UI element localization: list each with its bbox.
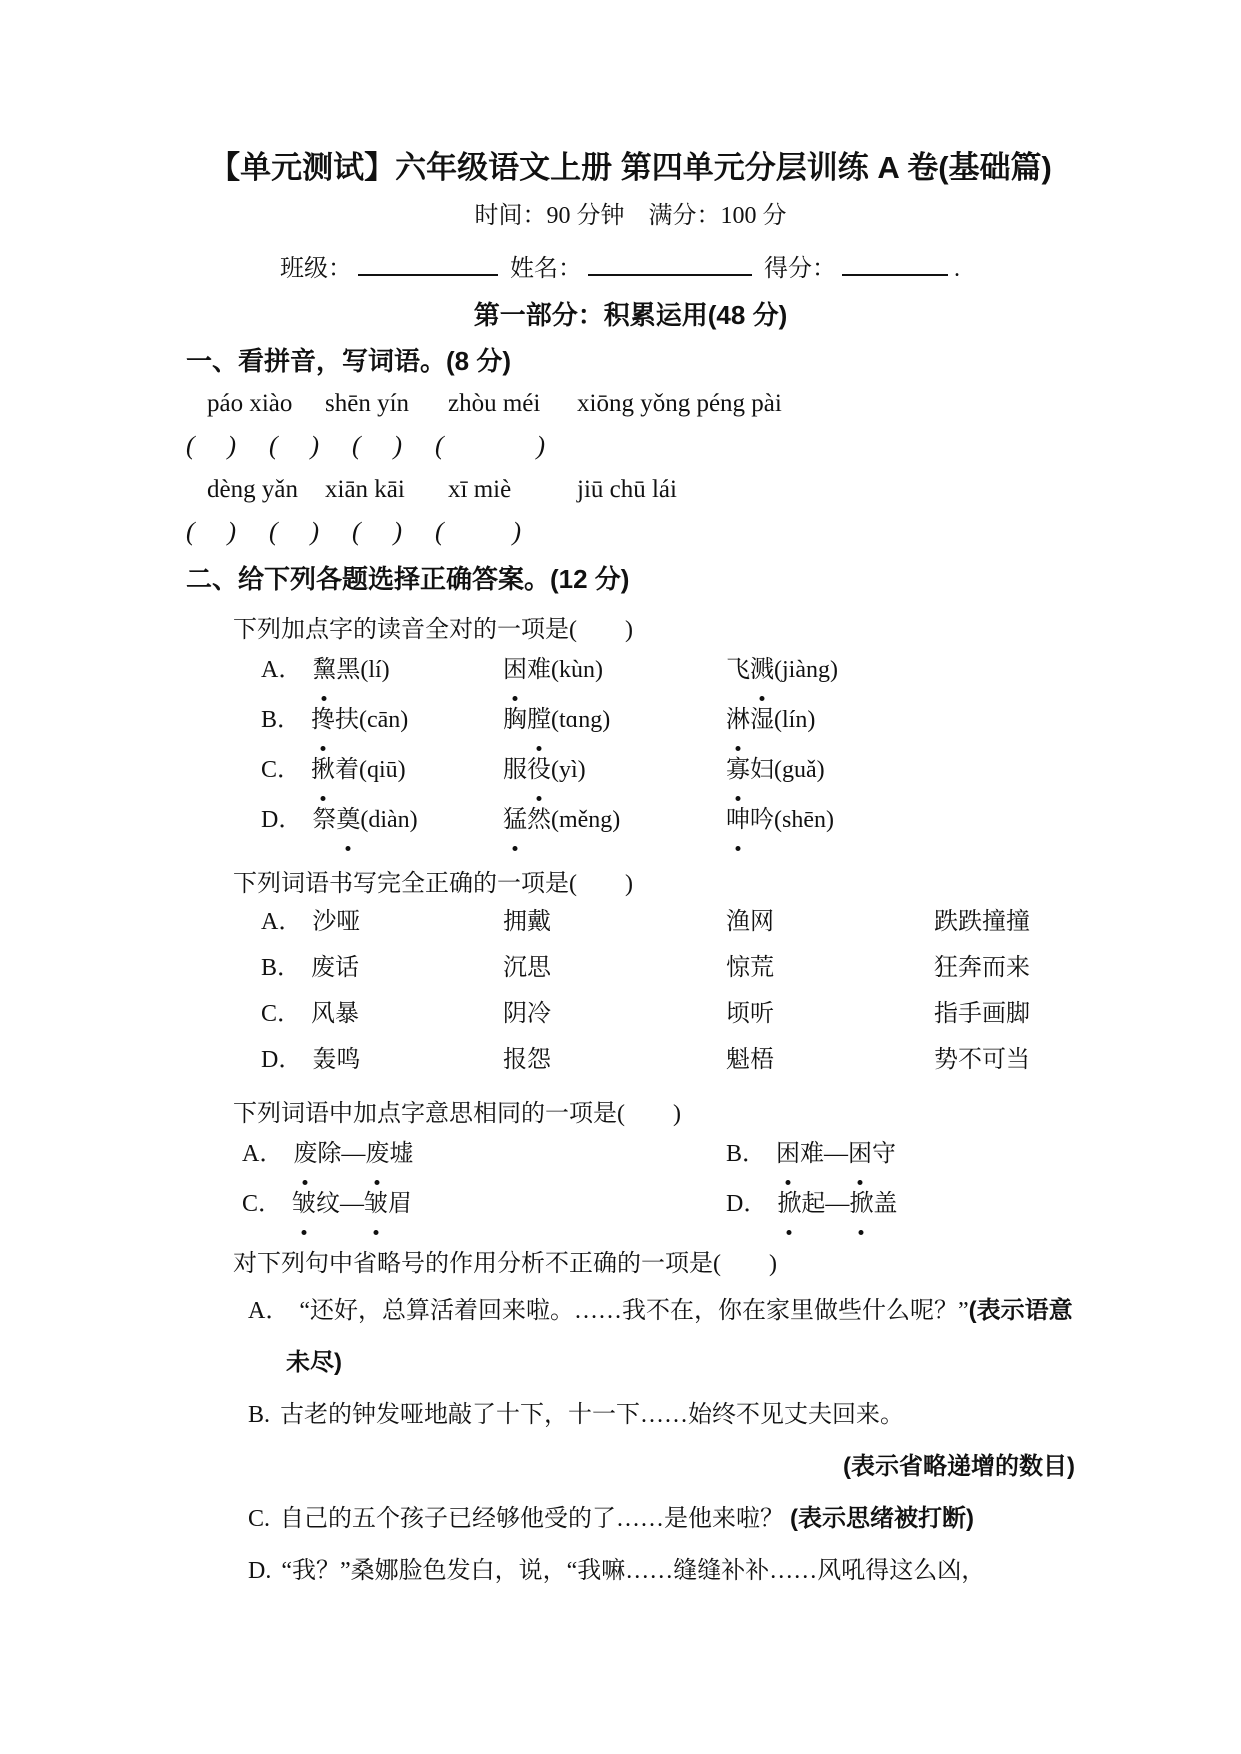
q-pronunciation-option-b — [261, 695, 1075, 745]
option-cell — [726, 695, 934, 745]
word-segment: 除— — [317, 1141, 366, 1167]
q-spelling-option-a — [261, 899, 1075, 945]
word: 狂奔而来 — [934, 955, 1030, 981]
word-segment: 祭 — [312, 807, 337, 833]
option-cell — [261, 945, 503, 991]
emphasis-dot-char: 皱 — [364, 1179, 388, 1229]
pinyin-group: xī miè — [448, 476, 512, 503]
option-cell — [261, 899, 503, 945]
option-cell — [261, 695, 503, 745]
pinyin-group: shēn yín — [325, 390, 410, 417]
word: 魁梧 — [726, 1047, 774, 1073]
option-sentence: “还好，总算活着回来啦。……我不在，你在家里做些什么呢？” — [299, 1298, 969, 1324]
option-cell — [726, 1179, 1075, 1229]
option-label: D． — [261, 807, 303, 833]
emphasis-dot-char: 猛 — [503, 795, 527, 845]
option-label: C． — [261, 1001, 302, 1027]
emphasis-dot-char: 呻 — [726, 795, 750, 845]
word-segment: 扶(cān) — [335, 707, 409, 733]
q-meaning-options-row-1 — [242, 1129, 1075, 1179]
q-meaning-options-row-2 — [242, 1179, 1075, 1229]
option-sentence: 自己的五个孩子已经够他受的了……是他来啦？ — [280, 1506, 791, 1532]
close-paren: ) — [393, 431, 402, 460]
usage-note: (表示省略递增的数目) — [843, 1453, 1075, 1480]
option-cell — [503, 645, 726, 695]
word-segment: 难— — [800, 1141, 849, 1167]
option-label: A． — [261, 657, 303, 683]
word: 势不可当 — [934, 1047, 1030, 1073]
page-title: 【单元测试】六年级语文上册 第四单元分层训练 A 卷(基础篇) — [209, 150, 1052, 185]
q-spelling-option-c — [261, 991, 1075, 1037]
close-paren: ) — [310, 517, 319, 546]
emphasis-dot-char: 困 — [503, 645, 527, 695]
option-cell — [503, 991, 726, 1037]
word-segment: 吟(shēn) — [750, 807, 834, 833]
emphasis-dot-char: 皱 — [292, 1179, 316, 1229]
word: 跌跌撞撞 — [934, 909, 1030, 935]
q-pronunciation-option-d — [261, 795, 1075, 845]
word-segment: (tɑng) — [551, 707, 611, 733]
word: 阴冷 — [503, 1001, 551, 1027]
option-sentence: 古老的钟发哑地敲了十下，十一下……始终不见丈夫回来。 — [280, 1402, 905, 1428]
option-cell — [934, 945, 1075, 991]
option-cell — [261, 795, 503, 845]
section1-header: 一、看拼音，写词语。(8 分) — [186, 346, 512, 376]
q-ellipsis-option-c — [248, 1493, 1075, 1545]
answer-bracket — [186, 431, 236, 461]
answer-bracket — [435, 431, 545, 461]
open-paren: ( — [269, 517, 278, 546]
emphasis-dot-char: 膛 — [527, 695, 551, 745]
option-cell — [934, 1037, 1075, 1083]
open-paren: ( — [352, 517, 361, 546]
q-ellipsis-option-a — [248, 1285, 1075, 1389]
answer-bracket — [352, 517, 402, 547]
word-segment: 胸 — [503, 707, 527, 733]
emphasis-dot-char: 溅 — [750, 645, 774, 695]
option-label: A． — [261, 909, 303, 935]
option-label: C． — [261, 757, 302, 783]
option-cell — [726, 795, 934, 845]
close-paren: ) — [393, 517, 402, 546]
option-sentence: “我？”桑娜脸色发白，说，“我嘛……缝缝补补……风吼得这么凶， — [281, 1558, 986, 1584]
option-cell — [261, 645, 503, 695]
emphasis-dot-char: 奠 — [336, 795, 360, 845]
close-paren: ) — [227, 517, 236, 546]
name-blank-line — [588, 252, 752, 276]
word: 沉思 — [503, 955, 551, 981]
emphasis-dot-char: 废 — [365, 1129, 389, 1179]
emphasis-dot-char: 寡 — [726, 745, 750, 795]
option-cell — [934, 795, 1075, 845]
q-spelling-option-b — [261, 945, 1075, 991]
q-meaning-stem: 下列词语中加点字意思相同的一项是( ) — [233, 1101, 681, 1127]
answer-brackets-row-1 — [186, 431, 1075, 461]
answer-bracket — [186, 517, 236, 547]
option-cell — [726, 899, 934, 945]
option-cell — [503, 1037, 726, 1083]
open-paren: ( — [186, 431, 195, 460]
option-cell — [934, 991, 1075, 1037]
word-segment: 妇(guǎ) — [750, 757, 825, 783]
option-label: D． — [261, 1047, 303, 1073]
open-paren: ( — [269, 431, 278, 460]
option-label: B． — [261, 955, 302, 981]
q-ellipsis-options — [186, 1285, 1075, 1597]
emphasis-dot-char: 掀 — [849, 1179, 873, 1229]
option-cell — [261, 745, 503, 795]
q-pronunciation-option-a — [261, 645, 1075, 695]
option-cell — [503, 945, 726, 991]
word-segment: (jiàng) — [774, 657, 838, 683]
q-pronunciation-stem: 下列加点字的读音全对的一项是( ) — [233, 617, 633, 643]
emphasis-dot-char: 困 — [776, 1129, 800, 1179]
option-cell — [261, 991, 503, 1037]
emphasis-dot-char: 黧 — [312, 645, 336, 695]
usage-note: (表示语意未尽) — [286, 1297, 1073, 1376]
word-segment: 服 — [503, 757, 527, 783]
word: 废话 — [311, 955, 360, 981]
pinyin-group: páo xiào — [207, 390, 293, 417]
q-ellipsis-option-d — [248, 1545, 1075, 1597]
word: 轰鸣 — [312, 1047, 361, 1073]
option-cell — [726, 745, 934, 795]
usage-note: (表示思绪被打断) — [790, 1505, 974, 1532]
word-segment: 眉 — [388, 1191, 413, 1217]
close-paren: ) — [310, 431, 319, 460]
word-segment: 盖 — [873, 1191, 898, 1217]
option-label: A． — [242, 1141, 284, 1167]
score-blank-line — [842, 252, 948, 276]
answer-brackets-row-2 — [186, 517, 1075, 547]
option-label: B． — [726, 1141, 767, 1167]
open-paren: ( — [352, 431, 361, 460]
word-segment: 难(kùn) — [527, 657, 603, 683]
answer-bracket — [269, 517, 319, 547]
student-info-line — [280, 252, 1075, 283]
pinyin-group: zhòu méi — [448, 390, 541, 417]
word-segment: 然(měng) — [527, 807, 621, 833]
option-cell — [503, 795, 726, 845]
score-label: 得分： — [764, 256, 836, 282]
option-label: C． — [242, 1191, 283, 1217]
word-segment: 起— — [801, 1191, 850, 1217]
q-pronunciation-option-c — [261, 745, 1075, 795]
exam-meta-line: 时间：90 分钟 满分：100 分 — [474, 203, 787, 229]
option-cell — [503, 899, 726, 945]
q-ellipsis-option-b-note-line — [186, 1441, 1075, 1493]
close-paren: ) — [227, 431, 236, 460]
word: 惊荒 — [726, 955, 774, 981]
emphasis-dot-char: 淋 — [726, 695, 750, 745]
option-cell — [934, 899, 1075, 945]
word-segment: 墟 — [389, 1141, 414, 1167]
word: 渔网 — [726, 909, 774, 935]
pinyin-group: dèng yǎn — [207, 476, 298, 503]
word-segment: (yì) — [551, 757, 586, 783]
option-cell — [242, 1129, 726, 1179]
pinyin-group: xiān kāi — [325, 476, 405, 503]
word-segment: 飞 — [726, 657, 750, 683]
class-blank-line — [358, 252, 498, 276]
emphasis-dot-char: 困 — [848, 1129, 872, 1179]
emphasis-dot-char: 搀 — [311, 695, 335, 745]
option-cell — [726, 1129, 1075, 1179]
page-content — [186, 150, 1075, 1597]
word-segment: 着(qiū) — [335, 757, 406, 783]
option-label: A． — [248, 1298, 290, 1324]
answer-bracket — [435, 517, 521, 547]
option-cell — [726, 645, 934, 695]
name-label: 姓名： — [510, 256, 582, 282]
close-paren: ) — [512, 517, 521, 546]
pinyin-group: xiōng yǒng péng pài — [577, 390, 782, 417]
open-paren: ( — [186, 517, 195, 546]
word: 顷听 — [726, 1001, 774, 1027]
word: 指手画脚 — [934, 1001, 1030, 1027]
option-label: C. — [248, 1506, 271, 1532]
pinyin-group: jiū chū lái — [577, 476, 677, 503]
option-cell — [726, 945, 934, 991]
emphasis-dot-char: 掀 — [777, 1179, 801, 1229]
option-cell — [934, 695, 1075, 745]
open-paren: ( — [435, 431, 444, 460]
section2-header: 二、给下列各题选择正确答案。(12 分) — [186, 564, 630, 594]
open-paren: ( — [435, 517, 444, 546]
option-cell — [934, 645, 1075, 695]
answer-bracket — [269, 431, 319, 461]
option-label: B. — [248, 1402, 271, 1428]
option-cell — [934, 745, 1075, 795]
word: 拥戴 — [503, 909, 551, 935]
trailing-period: . — [954, 256, 960, 282]
word: 风暴 — [311, 1001, 360, 1027]
option-label: D. — [248, 1558, 272, 1584]
pinyin-row-2 — [186, 475, 1075, 505]
close-paren: ) — [536, 431, 545, 460]
word: 沙哑 — [312, 909, 361, 935]
q-ellipsis-option-b — [248, 1389, 1075, 1441]
class-label: 班级： — [280, 256, 352, 282]
q-spelling-option-d — [261, 1037, 1075, 1083]
option-cell — [726, 991, 934, 1037]
option-label: B． — [261, 707, 302, 733]
answer-bracket — [352, 431, 402, 461]
option-label: D． — [726, 1191, 768, 1217]
pinyin-row-1 — [186, 389, 1075, 419]
option-cell — [261, 1037, 503, 1083]
word-segment: 守 — [872, 1141, 897, 1167]
emphasis-dot-char: 揪 — [311, 745, 335, 795]
option-cell — [242, 1179, 726, 1229]
part1-header: 第一部分：积累运用(48 分) — [473, 300, 788, 330]
emphasis-dot-char: 废 — [293, 1129, 317, 1179]
word-segment: (diàn) — [360, 807, 418, 833]
q-ellipsis-stem: 对下列句中省略号的作用分析不正确的一项是( ) — [233, 1251, 777, 1277]
word-segment: 纹— — [316, 1191, 365, 1217]
option-cell — [726, 1037, 934, 1083]
word-segment: 湿(lín) — [750, 707, 816, 733]
emphasis-dot-char: 役 — [527, 745, 551, 795]
option-cell — [503, 695, 726, 745]
word-segment: 黑(lí) — [336, 657, 390, 683]
q-spelling-stem: 下列词语书写完全正确的一项是( ) — [233, 871, 633, 897]
word: 报怨 — [503, 1047, 551, 1073]
option-cell — [503, 745, 726, 795]
